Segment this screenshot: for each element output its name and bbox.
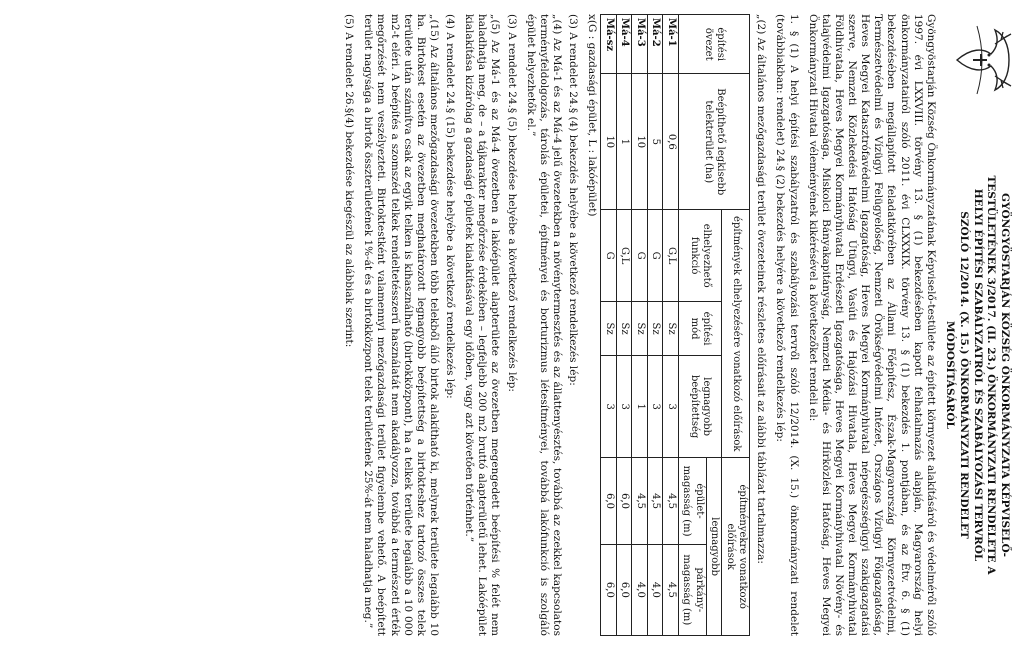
- section-3-body: „(4) Az Má-1 és az Má-4 jelű övezetekben a növénytermesztés és az állattenyésztés, továbbá az ezekkel kapcsolatos terményfeldolgozás, tárolás épületei, építményei és borturizmus létesítményei, továbbá lakófunkció is szolgáló épület helyezhetők el.”: [524, 14, 563, 636]
- section-3-intro: (3) A rendelet 24.§ (4) bekezdés helyébe a következő rendelkezés lép:: [567, 14, 580, 386]
- section-2-paragraph: „(2) Az általános mezőgazdasági terület övezeteinek részletes előírásait az alábbi táblázat tartalmazza:: [755, 14, 768, 564]
- cell-zone: Má-2: [647, 15, 663, 74]
- document-title: [943, 114, 1017, 636]
- cell-parapet-height: 4,0: [632, 544, 648, 635]
- section-4-body: „(5) Az Má-1 és az Má-4 övezetben a lakóépület alapterülete az övezetben megengedett beépítési % felét nem haladhatja meg, de – a tájkarakter megőrzése érdekében – legfeljebb 200 m2 bruttó alapterületű lehet. Lakóépület kialakítása kizárólag a gazdasági épületek kialakításával egy időben, vagy azt követően történhet.”: [463, 14, 502, 636]
- cell-min-lot: 5: [647, 74, 663, 210]
- header-min-lot: Beépíthető legkisebb telekterület (ha): [678, 74, 750, 210]
- cell-function: G,L: [616, 210, 632, 302]
- zoning-table: [600, 14, 750, 636]
- header-building-group: építmények elhelyezésére vonatkozó előírások: [722, 210, 750, 458]
- header-building-height: épület-magasság (m): [678, 458, 706, 544]
- cell-coverage: 3: [647, 355, 663, 457]
- cell-method: Sz: [663, 302, 679, 356]
- cell-zone: Má-sz: [601, 15, 617, 74]
- cell-coverage: 3: [663, 355, 679, 457]
- coat-of-arms-icon: [949, 14, 1017, 106]
- table-footnote: x(G : gazdasági épület, L : lakóépület): [586, 14, 599, 217]
- cell-min-lot: 10: [632, 74, 648, 210]
- cell-parapet-height: 4,0: [647, 544, 663, 635]
- cell-min-lot: 10: [601, 74, 617, 210]
- cell-building-height: 6,0: [601, 458, 617, 544]
- title-line: MÓDOSÍTÁSÁRÓL: [944, 321, 957, 429]
- cell-building-height: 4,5: [663, 458, 679, 544]
- cell-method: Sz: [632, 302, 648, 356]
- section-1-paragraph: 1. § (1) A helyi építési szabályzatról és szabályozási tervről szóló 12/2014. (X. 15.) önkormányzati rendelet (továbbiakban: rendelet) 24.§ (2) bekezdés helyére a következő rendelkezés lép:: [774, 14, 800, 636]
- cell-building-height: 6,0: [616, 458, 632, 544]
- title-line: TESTÜLETÉNEK 3/2017. (II. 23.) ÖNKORMÁNYZATI RENDELETE A: [985, 175, 998, 575]
- header-zone: építési övezet: [678, 15, 750, 74]
- header-parapet-height: párkány-magasság (m): [678, 544, 706, 635]
- cell-coverage: 3: [601, 355, 617, 457]
- cell-parapet-height: 6,0: [616, 544, 632, 635]
- title-line: SZÓLÓ 12/2014. (X. 15.) ÖNKORMÁNYZATI RENDELET: [958, 211, 971, 539]
- table-row: [601, 15, 617, 636]
- cell-function: G: [632, 210, 648, 302]
- cell-min-lot: 0,6: [663, 74, 679, 210]
- cell-parapet-height: 4,5: [663, 544, 679, 635]
- header-method: építési mód: [678, 302, 722, 356]
- section-6-paragraph: (5) A rendelet 26.§(4) bekezdése kiegészül az alábbiak szerint:: [343, 14, 356, 348]
- table-row: [632, 15, 648, 636]
- cell-parapet-height: 6,0: [601, 544, 617, 635]
- table-row: [647, 15, 663, 636]
- cell-function: G,L: [663, 210, 679, 302]
- section-4-intro: (3) A rendelet 24.§ (5) bekezdése helyébe a következő rendelkezés lép:: [505, 14, 518, 392]
- cell-building-height: 4,5: [632, 458, 648, 544]
- header-max: legnagyobb: [706, 458, 722, 636]
- cell-function: G: [601, 210, 617, 302]
- cell-coverage: 1: [632, 355, 648, 457]
- cell-zone: Má-1: [663, 15, 679, 74]
- title-line: HELYI ÉPÍTÉSI SZABÁLYZATRÓL ÉS SZABÁLYOZÁSI TERVRŐL: [971, 188, 984, 562]
- table-row: [616, 15, 632, 636]
- cell-building-height: 4,5: [647, 458, 663, 544]
- cell-zone: Má-4: [616, 15, 632, 74]
- cell-zone: Má-3: [632, 15, 648, 74]
- cell-coverage: 3: [616, 355, 632, 457]
- cell-method: Sz: [616, 302, 632, 356]
- section-5-intro: (4) A rendelet 24.§ (15) bekezdése helyébe a következő rendelkezés lép:: [444, 14, 457, 399]
- title-line: GYÖNGYÖSTARJÁN KÖZSÉG ÖNKORMÁNYZATA KÉPVISELŐ-: [999, 193, 1011, 557]
- document-header: [943, 14, 1017, 636]
- cell-min-lot: 1: [616, 74, 632, 210]
- header-height-group: építményekre vonatkozó előírások: [722, 458, 750, 636]
- section-5-body: „(15) Az általános mezőgazdasági övezetekben több telekből álló birtok alakítható ki, melynek területe legalább 10 ha. Birtokest esetén az övezetben meghatározott legnagyobb beépítettség a birtokteshez tartozó összes telek területe után számítva csak az egyik telken is kihasználható (birtokközpont), ha a telkek területe legalább a 10 000 m2-t eléri. A beépítés a szomszéd telkek rendeltetésszerű használatát nem akadályozza, továbbá a természeti érték megőrzését nem veszélyezteti. Birtoktestként valamennyi mezőgazdasági terület figyelembe vehető. A beépített terület nagysága a birtok összterületének 1%-át és a birtokközpont telek területének 25%-át nem haladhatja meg.”: [362, 14, 440, 636]
- header-coverage: legnagyobb beépítettség: [678, 355, 722, 457]
- cell-method: Sz: [601, 302, 617, 356]
- preamble-paragraph: Gyöngyöstarján Község Önkormányzatának Képviselő-testülete az épített környezet alakításáról és védelméről szóló 1997. évi LXXVIII. törvény 13. § (1) bekezdésében kapott felhatalmazás alapján, Magyarország helyi önkormányzatairól szóló 2011. évi CLXXXIX. törvény 13. § (1) bekezdés 1. pontjában, és az Étv. 6. § (1) bekezdésében megállapított feladatkörében az Állami Főépítész, Észak-Magyarország Környezetvédelmi, Természetvédelmi és Vízügyi Felügyelőség, Nemzeti Örökségvédelmi Intézet, Országos Vízügyi Főigazgatóság, Heves Megyei Katasztrófavédelmi Igazgatóság, Heves Megyei Kormányhivatal népegészségügyi szakigazgatási szerve, Nemzeti Közlekedési Hatóság Útügyi, Vasúti és Hajózási Hivatala, Heves Megyei Kormányhivatal Földhivatala, Heves Megyei Kormányhivatal Erdészeti Igazgatósága, Heves Megyei Kormányhivatal Növény- és talajvédelmi Igazgatósága, Miskolci Bányakapitányság, Nemzeti Média- és Hírközlési Hatóság, Heves Megyei Önkormányzati Hivatal véleményének kikérésével a következőket rendeli el:: [806, 14, 937, 636]
- header-function: elhelyezhető funkció: [678, 210, 722, 302]
- table-row: [663, 15, 679, 636]
- cell-method: Sz: [647, 302, 663, 356]
- cell-function: G: [647, 210, 663, 302]
